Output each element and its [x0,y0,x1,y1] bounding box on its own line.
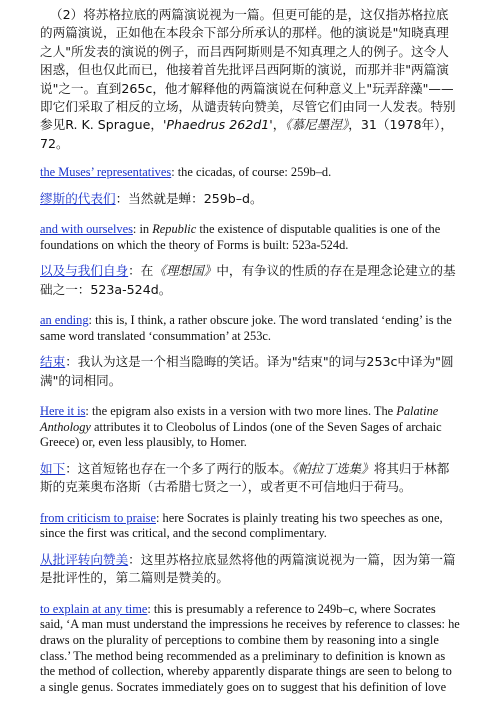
note-text: 将其归于林都斯的克莱奥布洛斯（古希腊七贤之一），或者更不可信地归于荷马。 [40,461,450,495]
note-cn-1 [40,190,460,208]
note-text: the existence of disputable qualities is one of the foundations on which the theory of Forms is built: 523a-524d. [40,222,441,252]
note-text: : the epigram also exists in a version with two more lines. The [85,404,397,419]
note-cn-5 [40,551,460,588]
note-text: ：我认为这是一个相当隐晦的笑话。译为"结束"的词与253c中译为"圆满"的词相同。 [40,354,454,388]
note-en-4 [40,404,460,451]
intro-sep: ， [272,117,286,133]
intro-ref-italic: 'Phaedrus 262d1' [162,117,273,133]
note-text: attributes it to Cleobolus of Lindos (one of the Seven Sages of archaic Greece) or, even less plausibly, to Homer. [40,419,442,450]
note-en-3 [40,313,460,344]
note-cn-3 [40,353,460,390]
note-link-cn-4[interactable]: 如下 [40,461,66,477]
note-link-from-criticism-to-praise[interactable]: from criticism to praise [40,510,156,525]
note-italic: Palatine Anthology [40,404,439,434]
note-text: : here Socrates is plainly treating his two speeches as one, since the first was critical, and the second complimentary. [40,510,443,541]
note-text: ：这首短铭也存在一个多了两行的版本。 [65,461,292,477]
note-link-and-with-ourselves[interactable]: and with ourselves [40,222,133,237]
note-link-here-it-is[interactable]: Here it is [40,404,86,419]
note-text: : in [132,222,153,237]
note-text: : this is presumably a reference to 249b–c, where Socrates said, ‘A man must understand the impressions he receives by reference to classes: he draws on the plurality of perceptions to combine them by reasoning into a single class.’ The method being recommended as a preliminary to definition is known as the method of collection, whereby apparently disparate things are seen to belong to a single genus. Socrates immediately goes on to suggest that his definition of love [40,601,460,694]
note-en-6 [40,602,460,696]
note-link-cn-5[interactable]: 从批评转向赞美 [40,552,129,568]
note-text: : the cicadas, of course: 259b–d. [171,165,332,180]
note-en-1 [40,165,460,181]
note-link-an-ending[interactable]: an ending [40,313,89,328]
note-link-to-explain-at-any-time[interactable]: to explain at any time [40,601,148,616]
intro-text: （2）将苏格拉底的两篇演说视为一篇。但更可能的是，这仅指苏格拉底的两篇演说，正如他在本段余下部分所承认的那样。他的演说是"知晓真理之人"所发表的演说的例子，而吕西阿斯则是不知真理之人的例子。这令人困惑，但也仅此而已，他接着首先批评吕西阿斯的演说，而那并非"两篇演说"之一。直到265c，他才解释他的两篇演说在何种意义上"玩弄辞藻"——即它们采取了相反的立场，从谴责转向赞美，尽管它们由同一人发表。特别参见R. K. Sprague， [40,7,456,133]
note-text: : this is, I think, a rather obscure joke. The word translated ‘ending’ is the same word translated ‘consummation’ at 253c. [40,313,452,343]
note-italic: Republic [152,222,197,237]
note-italic: 《帕拉丁选集》 [291,461,374,477]
note-link-cn-1[interactable]: 缪斯的代表们 [40,190,116,206]
note-cn-2 [40,262,460,299]
note-link-cn-2[interactable]: 以及与我们自身 [40,263,129,279]
note-text: 中，有争议的性质的存在是理念论建立的基础之一：523a-524d。 [40,263,456,297]
intro-book-title: 《慕尼墨涅》 [285,117,349,133]
note-link-muses-representatives[interactable]: the Muses’ representatives [40,165,172,180]
note-text: ：当然就是蝉：259b–d。 [115,190,263,206]
intro-paragraph [40,6,460,153]
note-text: ：这里苏格拉底显然将他的两篇演说视为一篇，因为第一篇是批评性的，第二篇则是赞美的。 [40,552,456,586]
note-cn-4 [40,460,460,497]
note-italic: 《理想国》 [153,263,217,279]
note-link-cn-3[interactable]: 结束 [40,354,66,370]
intro-tail: ，31（1978年），72。 [40,117,454,151]
note-text: ：在 [128,263,154,279]
note-en-5 [40,511,460,542]
note-en-2 [40,222,460,253]
